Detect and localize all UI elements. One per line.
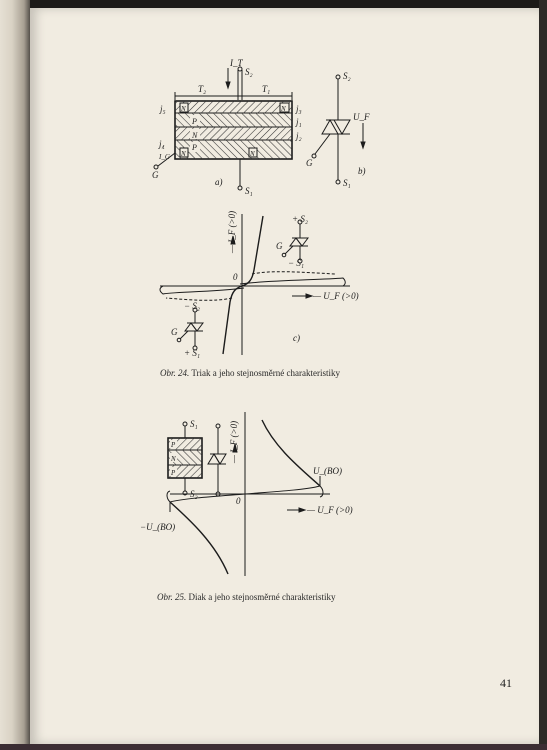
label-sub-c: c)	[293, 333, 300, 343]
label-n2: N	[281, 105, 286, 113]
label-c-minus-s1: − S₁	[288, 258, 304, 268]
fig24-c-labels	[171, 211, 359, 358]
label-c-plus-s2: + S₂	[292, 214, 308, 224]
label-j1: j₁	[296, 117, 302, 127]
label-g: G	[152, 170, 159, 180]
label-s1: S₁	[245, 186, 253, 196]
label-c-plus-s1: + S₁	[184, 348, 200, 358]
fig25-structure	[168, 422, 226, 496]
label-sub-b: b)	[358, 166, 366, 176]
label-n4: N	[181, 150, 186, 158]
figure-24-label: Obr. 24.	[160, 368, 190, 378]
figure-25-label: Obr. 25.	[157, 592, 187, 602]
label-j2: j₂	[296, 131, 302, 141]
fig24-a-structure	[154, 67, 292, 190]
label-s2: S₂	[245, 67, 253, 77]
label-c-minus-s2: − S₂	[184, 301, 200, 311]
label-c-g2: G	[171, 327, 178, 337]
figure-25-caption	[157, 592, 335, 602]
label-ig: I_G	[159, 153, 170, 161]
label-c-g: G	[276, 241, 283, 251]
right-edge	[539, 0, 547, 750]
label-d-p2: P	[171, 469, 176, 477]
label-c-if: — I_F (>0)	[227, 210, 237, 253]
label-it: I_T	[230, 58, 243, 68]
label-d-n: N	[171, 455, 176, 463]
label-b-g: G	[306, 158, 313, 168]
figure-25-caption-text: Diak a jeho stejnosměrné charakteristiky	[188, 592, 336, 602]
label-b-s2: S₂	[343, 71, 351, 81]
book-binding	[0, 0, 30, 750]
label-j3: j₃	[296, 104, 302, 114]
label-n1: N	[181, 105, 186, 113]
label-d-if: — I_F (>0)	[229, 420, 239, 463]
label-b-uf: U_F	[353, 112, 370, 122]
label-p1: P	[192, 117, 197, 126]
label-d-origin: 0	[236, 496, 241, 506]
book-page	[30, 8, 539, 744]
label-d-uf: — U_F (>0)	[307, 505, 353, 515]
label-j4: j₄	[159, 139, 165, 149]
label-d-neg-ubo: −U_(BO)	[140, 522, 176, 532]
fig24-c-chart	[160, 214, 350, 355]
bottom-edge	[0, 744, 547, 750]
label-sub-a: a)	[215, 177, 223, 187]
label-d-s1: S₁	[190, 419, 198, 429]
top-edge	[0, 0, 547, 8]
figure-24-caption	[160, 368, 340, 378]
label-t1: T₁	[262, 84, 271, 94]
label-b-s1: S₁	[343, 178, 351, 188]
label-p2: P	[192, 143, 197, 152]
fig25-labels	[140, 419, 353, 532]
label-n5: N	[250, 150, 255, 158]
page-number: 41	[500, 676, 512, 690]
label-t2: T₂	[198, 84, 207, 94]
label-n3: N	[192, 131, 198, 140]
label-c-origin: 0	[233, 272, 238, 282]
figure-24-caption-text: Triak a jeho stejnosměrné charakteristiky	[191, 368, 340, 378]
label-d-s2: S₂	[190, 489, 198, 499]
label-d-p1: P	[171, 441, 176, 449]
label-d-ubo: U_(BO)	[313, 466, 342, 476]
label-c-uf: — U_F (>0)	[313, 291, 359, 301]
label-j5: j₅	[160, 104, 166, 114]
